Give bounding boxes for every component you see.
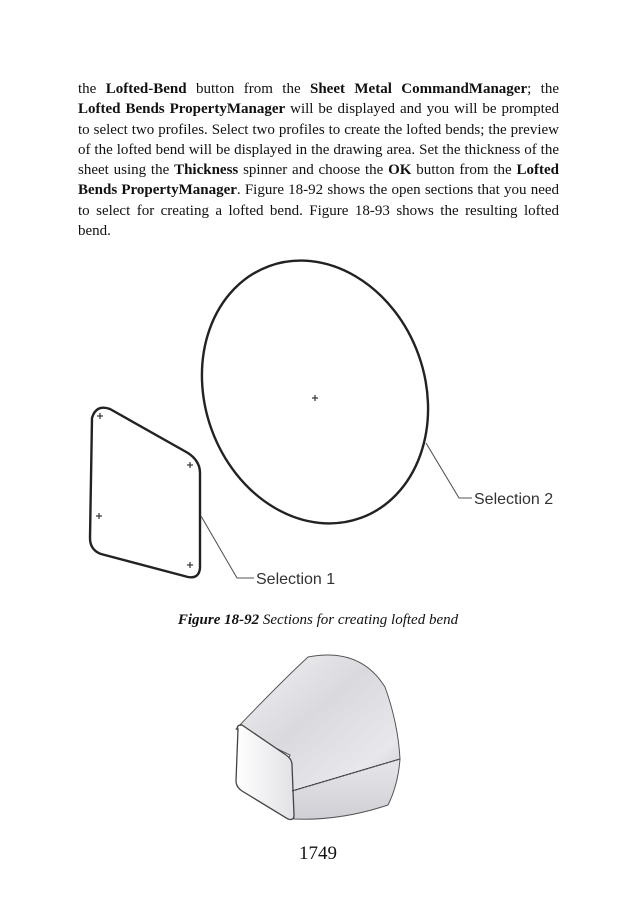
leader-line-selection-1 (201, 516, 254, 578)
text-run: . Figure 18-92 shows the open sections that you need to select for creating a lofted bend. Figure 18-93 shows the resulting lofted bend. (78, 182, 560, 240)
page-number: 1749 (299, 843, 337, 864)
text-run: button from the (186, 81, 310, 97)
bold-term-lofted-bends-propertymanager-2: Lofted Bends PropertyManager (78, 162, 559, 199)
bold-term-lofted-bend: Lofted-Bend (105, 81, 187, 97)
figure-18-92-sections (70, 248, 570, 598)
figure-18-93-lofted-bend-render (220, 645, 420, 825)
bold-term-ok: OK (388, 162, 412, 179)
bold-term-lofted-bends-propertymanager: Lofted Bends PropertyManager (78, 101, 286, 118)
text-run: the (78, 81, 106, 97)
text-run: will be displayed and you will be prompted to select two profiles. Select two profiles to create the lofted bends; the preview of the lofted bend will be displayed in the drawing area. Set the thickness of the sheet using the (78, 101, 559, 179)
bold-term-thickness: Thickness (174, 162, 239, 179)
sketch-points-rectangle (96, 413, 193, 568)
open-rectangle-profile (90, 408, 200, 578)
caption-number: Figure 18-92 (177, 612, 260, 628)
callout-selection-1: Selection 1 (256, 571, 336, 588)
callout-selection-2: Selection 2 (474, 491, 554, 508)
text-run: spinner and choose the (238, 162, 389, 179)
leader-line-selection-2 (426, 443, 472, 498)
text-run: ; the (527, 81, 560, 97)
body-paragraph (78, 79, 559, 241)
sketch-point-ellipse-center (312, 395, 318, 401)
figure-caption (0, 612, 636, 629)
bold-term-sheet-metal-commandmanager: Sheet Metal CommandManager (310, 81, 528, 97)
caption-text: Sections for creating lofted bend (259, 612, 459, 628)
open-ellipse-profile (166, 248, 464, 556)
text-run: button from the (411, 162, 517, 179)
